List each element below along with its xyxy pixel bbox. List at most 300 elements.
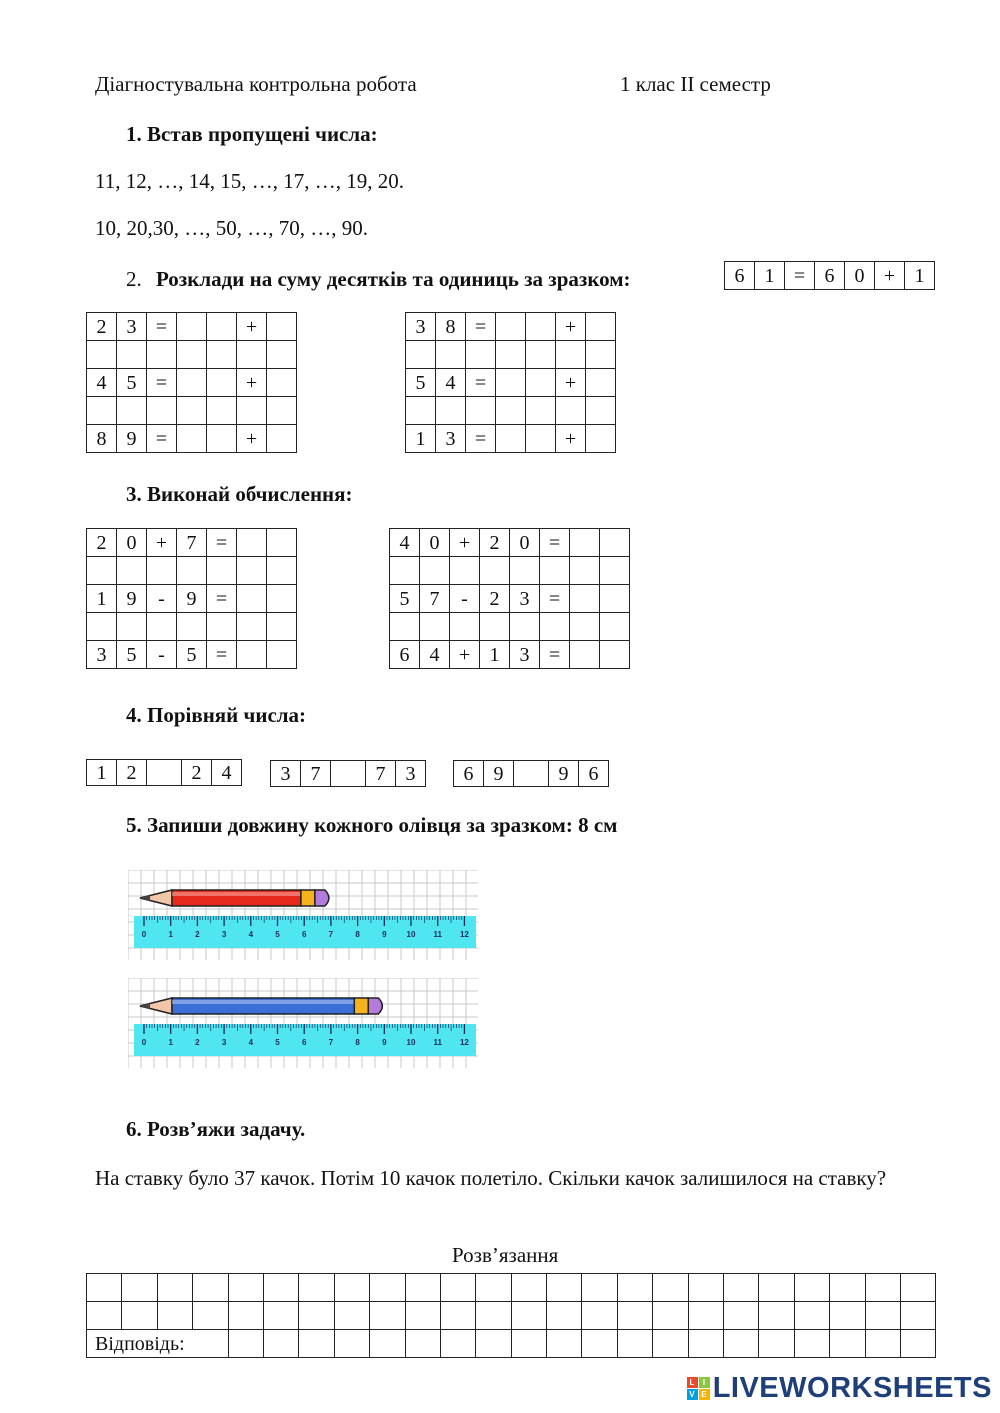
answer-cell[interactable] [87, 613, 117, 641]
answer-label: Відповідь: [87, 1330, 229, 1358]
answer-cell[interactable] [267, 341, 297, 369]
grid-cell: 4 [420, 641, 450, 669]
solution-cell[interactable] [263, 1274, 298, 1302]
answer-cell[interactable] [405, 1330, 440, 1358]
ruler-tick-label: 3 [221, 1038, 227, 1047]
grid-cell: = [466, 313, 496, 341]
answer-cell[interactable] [117, 557, 147, 585]
compare-row [271, 761, 426, 787]
solution-cell[interactable] [794, 1274, 829, 1302]
grid-cell: + [237, 313, 267, 341]
decompose-row [87, 425, 297, 453]
answer-cell[interactable] [900, 1330, 935, 1358]
ruler-tick-label: 8 [355, 930, 360, 939]
answer-cell[interactable] [600, 641, 630, 669]
grid-cell: 1 [406, 425, 436, 453]
task4-heading: 4. Порівняй числа: [126, 703, 307, 727]
solution-cell[interactable] [122, 1274, 157, 1302]
answer-cell[interactable] [526, 397, 556, 425]
solution-cell[interactable] [299, 1302, 334, 1330]
answer-cell[interactable] [267, 613, 297, 641]
solution-cell[interactable] [688, 1302, 723, 1330]
answer-cell[interactable] [147, 397, 177, 425]
grid-cell: 0 [510, 529, 540, 557]
solution-cell[interactable] [440, 1274, 475, 1302]
answer-cell[interactable] [390, 557, 420, 585]
answer-cell[interactable] [237, 641, 267, 669]
grid-cell: 5 [117, 369, 147, 397]
answer-cell[interactable] [147, 557, 177, 585]
answer-cell[interactable] [450, 613, 480, 641]
solution-cell[interactable] [157, 1302, 192, 1330]
grid-cell: = [207, 641, 237, 669]
solution-cell[interactable] [228, 1274, 263, 1302]
answer-cell[interactable] [466, 397, 496, 425]
answer-cell[interactable] [556, 341, 586, 369]
answer-cell[interactable] [496, 341, 526, 369]
grid-cell: + [237, 369, 267, 397]
solution-cell[interactable] [547, 1274, 582, 1302]
grid-cell: 3 [510, 585, 540, 613]
grid-cell: + [875, 262, 905, 290]
answer-cell[interactable] [582, 1330, 617, 1358]
answer-cell[interactable] [600, 529, 630, 557]
solution-cell[interactable] [157, 1274, 192, 1302]
grid-cell: 0 [845, 262, 875, 290]
calc-row [390, 641, 630, 669]
grid-cell: 1 [87, 585, 117, 613]
solution-cell[interactable] [724, 1274, 759, 1302]
grid-cell: 3 [510, 641, 540, 669]
calc-row [390, 529, 630, 557]
answer-cell[interactable] [334, 1330, 369, 1358]
solution-cell[interactable] [653, 1274, 688, 1302]
ruler-tick-label: 9 [382, 930, 387, 939]
answer-cell[interactable] [237, 613, 267, 641]
answer-cell[interactable] [237, 585, 267, 613]
answer-cell[interactable] [570, 613, 600, 641]
answer-cell[interactable] [406, 341, 436, 369]
ruler-tick-label: 6 [301, 930, 307, 939]
ruler-tick-label: 0 [141, 930, 147, 939]
solution-grid [86, 1273, 936, 1358]
answer-cell[interactable] [556, 397, 586, 425]
answer-cell[interactable] [228, 1330, 263, 1358]
grid-cell: 1 [480, 641, 510, 669]
answer-cell[interactable] [267, 557, 297, 585]
answer-cell[interactable] [570, 585, 600, 613]
solution-cell[interactable] [334, 1302, 369, 1330]
grid-cell: = [147, 425, 177, 453]
ruler-tick-label: 7 [328, 1038, 334, 1047]
answer-cell[interactable] [586, 341, 616, 369]
task1-sequence-1: 11, 12, …, 14, 15, …, 17, …, 19, 20. [95, 169, 404, 193]
answer-cell[interactable] [526, 369, 556, 397]
grid-cell: = [785, 262, 815, 290]
solution-cell[interactable] [547, 1302, 582, 1330]
ruler-tick-label: 2 [195, 930, 200, 939]
decompose-row [406, 425, 616, 453]
solution-cell[interactable] [370, 1274, 405, 1302]
answer-cell[interactable] [177, 425, 207, 453]
grid-cell: 0 [117, 529, 147, 557]
solution-cell[interactable] [228, 1302, 263, 1330]
answer-cell[interactable] [480, 613, 510, 641]
grid-cell: 6 [725, 262, 755, 290]
answer-cell[interactable] [586, 425, 616, 453]
answer-cell[interactable] [177, 557, 207, 585]
calc-row [87, 529, 297, 557]
answer-cell[interactable] [476, 1330, 511, 1358]
answer-cell[interactable] [480, 557, 510, 585]
pencil-ruler-svg-1 [128, 870, 488, 970]
decompose-row [87, 313, 297, 341]
solution-cell[interactable] [794, 1302, 829, 1330]
task2-number: 2. [126, 267, 142, 291]
answer-cell[interactable] [207, 341, 237, 369]
grid-cell: 3 [436, 425, 466, 453]
answer-cell[interactable] [600, 585, 630, 613]
solution-cell[interactable] [724, 1302, 759, 1330]
grid-cell: 5 [406, 369, 436, 397]
grid-cell: = [147, 369, 177, 397]
solution-cell[interactable] [653, 1302, 688, 1330]
answer-cell[interactable] [177, 341, 207, 369]
grid-cell: + [237, 425, 267, 453]
answer-cell[interactable] [267, 585, 297, 613]
answer-cell[interactable] [526, 313, 556, 341]
answer-cell[interactable] [794, 1330, 829, 1358]
answer-cell[interactable] [586, 369, 616, 397]
liveworksheets-logo-icon: L I V E [687, 1377, 710, 1400]
answer-cell[interactable] [237, 557, 267, 585]
answer-cell[interactable] [759, 1330, 794, 1358]
solution-row [87, 1302, 936, 1330]
answer-cell[interactable] [207, 313, 237, 341]
compare-pair-3 [453, 760, 609, 787]
answer-cell[interactable] [653, 1330, 688, 1358]
compare-pair-2 [270, 760, 426, 787]
answer-cell[interactable] [540, 613, 570, 641]
solution-cell[interactable] [511, 1274, 546, 1302]
ruler-tick-label: 1 [168, 930, 173, 939]
grid-cell: 7 [177, 529, 207, 557]
grid-cell: = [466, 369, 496, 397]
solution-cell[interactable] [299, 1274, 334, 1302]
solution-cell[interactable] [511, 1302, 546, 1330]
answer-cell[interactable] [436, 341, 466, 369]
task1-heading: 1. Встав пропущені числа: [126, 122, 378, 146]
ruler-tick-label: 4 [248, 1038, 254, 1047]
answer-cell[interactable] [267, 529, 297, 557]
answer-cell[interactable] [263, 1330, 298, 1358]
ruler-tick-label: 3 [221, 930, 227, 939]
ruler-tick-label: 11 [433, 930, 442, 939]
answer-cell[interactable] [420, 557, 450, 585]
answer-cell[interactable] [117, 341, 147, 369]
grid-cell: 8 [436, 313, 466, 341]
solution-cell[interactable] [334, 1274, 369, 1302]
grid-cell: = [147, 313, 177, 341]
calc-row [390, 613, 630, 641]
grid-cell: - [147, 585, 177, 613]
task3-heading: 3. Виконай обчислення: [126, 482, 353, 506]
answer-cell[interactable] [496, 397, 526, 425]
grid-cell: 3 [117, 313, 147, 341]
answer-cell[interactable] [510, 557, 540, 585]
task2-left-grid [86, 312, 297, 453]
solution-cell[interactable] [405, 1302, 440, 1330]
answer-cell[interactable] [724, 1330, 759, 1358]
task2-right-grid [405, 312, 616, 453]
answer-cell[interactable] [600, 613, 630, 641]
grid-cell: 7 [420, 585, 450, 613]
grid-cell: + [450, 529, 480, 557]
grid-cell: + [556, 313, 586, 341]
answer-cell[interactable] [207, 557, 237, 585]
answer-cell[interactable] [510, 613, 540, 641]
task3-left-grid [86, 528, 297, 669]
pencil-ferrule [301, 890, 315, 906]
answer-cell[interactable] [237, 397, 267, 425]
grid-cell: 2 [87, 529, 117, 557]
answer-cell[interactable] [267, 641, 297, 669]
solution-cell[interactable] [865, 1302, 900, 1330]
answer-cell[interactable] [526, 341, 556, 369]
grid-cell: 2 [117, 760, 147, 786]
grade-semester: 1 клас ІІ семестр [620, 72, 771, 96]
answer-cell[interactable] [511, 1330, 546, 1358]
decompose-row [406, 397, 616, 425]
grid-cell: 7 [366, 761, 396, 787]
calc-row [87, 641, 297, 669]
grid-cell: 4 [390, 529, 420, 557]
ruler-tick-label: 8 [355, 1038, 360, 1047]
ruler-tick-label: 1 [168, 1038, 173, 1047]
ruler-tick-label: 0 [141, 1038, 147, 1047]
answer-cell[interactable] [237, 529, 267, 557]
pencil-eraser [368, 998, 382, 1014]
answer-cell[interactable] [406, 397, 436, 425]
grid-cell: 3 [396, 761, 426, 787]
answer-cell[interactable] [496, 425, 526, 453]
ruler-tick-label: 7 [328, 930, 334, 939]
grid-cell: = [466, 425, 496, 453]
solution-cell[interactable] [582, 1302, 617, 1330]
solution-row [87, 1274, 936, 1302]
answer-cell[interactable] [466, 341, 496, 369]
ruler-tick-label: 9 [382, 1038, 387, 1047]
solution-cell[interactable] [193, 1274, 228, 1302]
pencil-eraser [315, 890, 329, 906]
grid-cell: 1 [755, 262, 785, 290]
answer-cell[interactable] [177, 369, 207, 397]
answer-cell[interactable] [147, 341, 177, 369]
ruler-tick-label: 2 [195, 1038, 200, 1047]
answer-cell[interactable] [267, 369, 297, 397]
grid-cell: 3 [87, 641, 117, 669]
solution-cell[interactable] [193, 1302, 228, 1330]
grid-cell: 6 [579, 761, 609, 787]
pencil-ruler-svg-2 [128, 978, 488, 1078]
ruler-tick-label: 10 [406, 930, 416, 939]
answer-cell[interactable] [570, 529, 600, 557]
grid-cell: = [207, 529, 237, 557]
solution-cell[interactable] [688, 1274, 723, 1302]
grid-cell: = [207, 585, 237, 613]
example-row [725, 262, 935, 290]
answer-cell[interactable] [177, 397, 207, 425]
ruler-tick-label: 4 [248, 930, 254, 939]
answer-cell[interactable] [237, 341, 267, 369]
answer-cell[interactable] [87, 341, 117, 369]
solution-cell[interactable] [759, 1302, 794, 1330]
solution-cell[interactable] [87, 1302, 122, 1330]
compare-pair-1 [86, 759, 242, 786]
pencil-ruler-figure-2 [128, 978, 488, 1084]
grid-cell: = [540, 585, 570, 613]
calc-row [87, 557, 297, 585]
solution-cell[interactable] [865, 1274, 900, 1302]
answer-cell[interactable] [540, 557, 570, 585]
grid-cell: 5 [390, 585, 420, 613]
answer-cell[interactable] [207, 397, 237, 425]
grid-cell: + [556, 369, 586, 397]
solution-cell[interactable] [900, 1274, 935, 1302]
solution-label: Розв’язання [452, 1243, 559, 1267]
solution-cell[interactable] [617, 1274, 652, 1302]
answer-cell[interactable] [331, 761, 366, 787]
ruler-tick-label: 10 [406, 1038, 416, 1047]
solution-cell[interactable] [263, 1302, 298, 1330]
pencil-ferrule [354, 998, 368, 1014]
solution-cell[interactable] [440, 1302, 475, 1330]
answer-cell[interactable] [496, 313, 526, 341]
task6-heading: 6. Розв’яжи задачу. [126, 1117, 306, 1141]
answer-cell[interactable] [87, 557, 117, 585]
solution-cell[interactable] [370, 1302, 405, 1330]
solution-cell[interactable] [476, 1302, 511, 1330]
decompose-row [406, 369, 616, 397]
solution-row [87, 1330, 936, 1358]
answer-cell[interactable] [207, 613, 237, 641]
task1-sequence-2: 10, 20,30, …, 50, …, 70, …, 90. [95, 216, 368, 240]
ruler-tick-label: 11 [433, 1038, 442, 1047]
answer-cell[interactable] [207, 425, 237, 453]
liveworksheets-logo [687, 1372, 992, 1405]
task3-right-grid [389, 528, 630, 669]
answer-cell[interactable] [600, 557, 630, 585]
grid-cell: = [540, 641, 570, 669]
solution-cell[interactable] [582, 1274, 617, 1302]
solution-cell[interactable] [759, 1274, 794, 1302]
grid-cell: 9 [549, 761, 579, 787]
answer-cell[interactable] [514, 761, 549, 787]
grid-cell: 3 [406, 313, 436, 341]
solution-cell[interactable] [830, 1274, 865, 1302]
solution-cell[interactable] [87, 1274, 122, 1302]
answer-cell[interactable] [390, 613, 420, 641]
calc-row [390, 557, 630, 585]
ruler-tick-label: 5 [275, 930, 280, 939]
solution-cell[interactable] [830, 1302, 865, 1330]
answer-cell[interactable] [117, 397, 147, 425]
answer-cell[interactable] [267, 397, 297, 425]
calc-row [390, 585, 630, 613]
answer-cell[interactable] [436, 397, 466, 425]
answer-cell[interactable] [370, 1330, 405, 1358]
pencil-highlight [172, 1000, 354, 1004]
answer-cell[interactable] [830, 1330, 865, 1358]
task5-heading: 5. Запиши довжину кожного олівця за зразком: 8 см [126, 813, 618, 837]
decompose-row [87, 397, 297, 425]
answer-cell[interactable] [570, 641, 600, 669]
answer-cell[interactable] [420, 613, 450, 641]
answer-cell[interactable] [496, 369, 526, 397]
answer-cell[interactable] [586, 313, 616, 341]
solution-cell[interactable] [476, 1274, 511, 1302]
grid-cell: 2 [87, 313, 117, 341]
answer-cell[interactable] [688, 1330, 723, 1358]
grid-cell: 4 [87, 369, 117, 397]
solution-cell[interactable] [122, 1302, 157, 1330]
grid-cell: = [540, 529, 570, 557]
answer-cell[interactable] [570, 557, 600, 585]
answer-cell[interactable] [267, 425, 297, 453]
answer-cell[interactable] [299, 1330, 334, 1358]
ruler-tick-label: 5 [275, 1038, 280, 1047]
answer-cell[interactable] [865, 1330, 900, 1358]
answer-cell[interactable] [267, 313, 297, 341]
pencil-highlight [172, 892, 301, 896]
answer-cell[interactable] [87, 397, 117, 425]
grid-cell: - [450, 585, 480, 613]
answer-cell[interactable] [526, 425, 556, 453]
answer-cell[interactable] [147, 760, 182, 786]
answer-cell[interactable] [117, 613, 147, 641]
decompose-row [406, 341, 616, 369]
answer-cell[interactable] [440, 1330, 475, 1358]
answer-cell[interactable] [177, 313, 207, 341]
answer-cell[interactable] [617, 1330, 652, 1358]
grid-cell: - [147, 641, 177, 669]
compare-row [454, 761, 609, 787]
answer-cell[interactable] [147, 613, 177, 641]
answer-cell[interactable] [207, 369, 237, 397]
solution-cell[interactable] [900, 1302, 935, 1330]
grid-cell: 2 [480, 585, 510, 613]
answer-cell[interactable] [547, 1330, 582, 1358]
solution-cell[interactable] [617, 1302, 652, 1330]
answer-cell[interactable] [586, 397, 616, 425]
answer-cell[interactable] [177, 613, 207, 641]
grid-cell: 9 [117, 425, 147, 453]
solution-cell[interactable] [405, 1274, 440, 1302]
answer-cell[interactable] [450, 557, 480, 585]
task6-problem-text: На ставку було 37 качок. Потім 10 качок полетіло. Скільки качок залишилося на ставку? [95, 1166, 887, 1190]
compare-row [87, 760, 242, 786]
brand-name: LIVEWORKSHEETS [712, 1372, 992, 1404]
grid-cell: 3 [271, 761, 301, 787]
task2-example-grid [724, 261, 935, 290]
grid-cell: 1 [905, 262, 935, 290]
grid-cell: 1 [87, 760, 117, 786]
grid-cell: 9 [117, 585, 147, 613]
grid-cell: 2 [182, 760, 212, 786]
calc-row [87, 585, 297, 613]
grid-cell: 9 [484, 761, 514, 787]
document-title: Діагностувальна контрольна робота [95, 72, 417, 96]
